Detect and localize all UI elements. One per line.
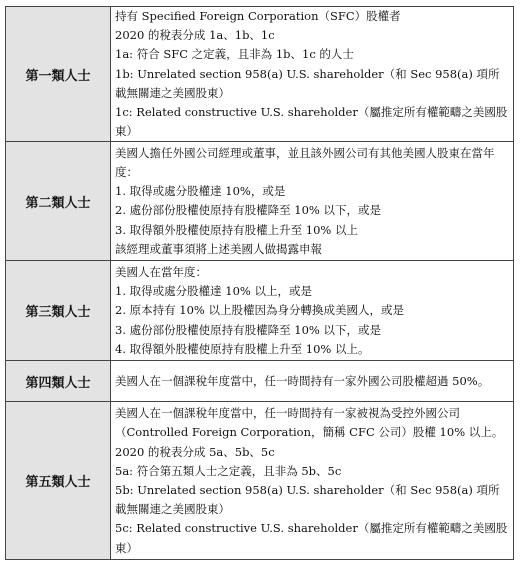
table-row [6,402,514,560]
description-line: 5b: Unrelated section 958(a) U.S. shareholder（和 Sec 958(a) 項所載無關連之美國股東） [115,482,500,517]
category-description [111,402,514,560]
category-label: 第四類人士 [6,361,111,402]
category-description [111,261,514,361]
table-row [6,361,514,402]
description-line: 5a: 符合第五類人士之定義，且非為 5b、5c [115,463,342,478]
description-line: 美國人在一個課稅年度當中，任一時間持有一家外國公司股權超過 50%。 [115,373,490,388]
description-line: 1a: 符合 SFC 之定義，且非為 1b、1c 的人士 [115,47,354,62]
description-line: 3. 處份部份股權使原持有股權降至 10% 以下，或是 [115,322,381,337]
description-line: 美國人在當年度： [115,264,207,279]
category-label: 第二類人士 [6,142,111,261]
description-line: 5c: Related constructive U.S. shareholder（屬推定所有權範疇之美國股東） [115,521,508,555]
category-label: 第三類人士 [6,261,111,361]
description-line: 4. 取得額外股權使原持有股權上升至 10% 以上。 [115,341,370,356]
table-row [6,142,514,261]
category-label: 第一類人士 [6,7,111,142]
description-line: 2. 原本持有 10% 以上股權因為身分轉換成美國人，或是 [115,303,404,318]
filer-category-table [5,6,514,560]
description-line: 2. 處份部份股權使原持有股權降至 10% 以下，或是 [115,203,381,218]
table-row [6,261,514,361]
category-description [111,7,514,142]
table-row [6,7,514,142]
category-description [111,142,514,261]
description-line: 1c: Related constructive U.S. shareholder（屬推定所有權範疇之美國股東） [115,105,508,139]
description-line: 2020 的稅表分成 5a、5b、5c [115,444,275,459]
description-line: 1. 取得或處分股權達 10%，或是 [115,184,286,199]
description-line: 3. 取得額外股權使原持有股權上升至 10% 以上 [115,222,358,237]
category-description [111,361,514,402]
category-label: 第五類人士 [6,402,111,560]
description-line: 美國人在一個課稅年度當中，任一時間持有一家被視為受控外國公司（Controlled Foreign Corporation，簡稱 CFC 公司）股權 10% 以上。 [115,406,504,440]
description-line: 2020 的稅表分成 1a、1b、1c [115,28,275,43]
description-line: 美國人擔任外國公司經理或董事，並且該外國公司有其他美國人股東在當年度： [115,145,495,180]
description-line: 1. 取得或處分股權達 10% 以上，或是 [115,284,312,299]
description-line: 1b: Unrelated section 958(a) U.S. shareholder（和 Sec 958(a) 項所載無關連之美國股東） [115,66,500,100]
description-line: 該經理或董事須將上述美國人做揭露申報 [115,241,322,256]
description-line: 持有 Specified Foreign Corporation（SFC）股權者 [115,9,401,23]
